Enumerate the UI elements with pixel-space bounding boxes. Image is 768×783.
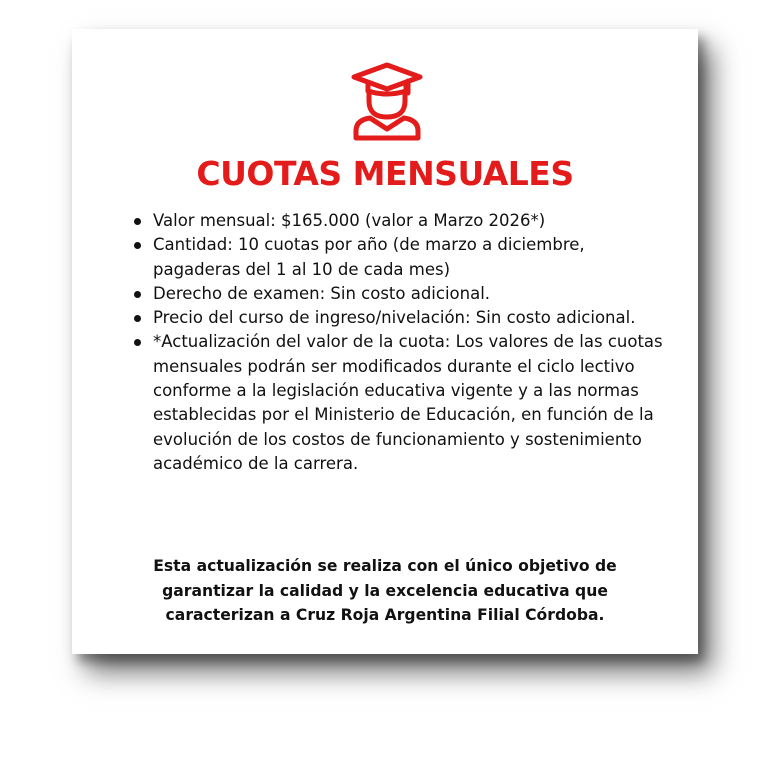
list-item: Cantidad: 10 cuotas por año (de marzo a diciembre, pagaderas del 1 al 10 de cada mes) [153,233,673,282]
page-title: CUOTAS MENSUALES [196,154,574,193]
list-item: Valor mensual: $165.000 (valor a Marzo 2026*) [153,209,673,233]
graduate-icon [350,61,424,141]
fees-list [131,209,673,476]
list-item: *Actualización del valor de la cuota: Los valores de las cuotas mensuales podrán ser modificados durante el ciclo lectivo conforme a la legislación educativa vigente y a las normas establecidas por el Ministerio de Educación, en función de la evolución de los costos de funcionamiento y sostenimiento académico de la carrera. [153,330,673,476]
fees-card [72,29,698,654]
list-item: Derecho de examen: Sin costo adicional. [153,282,673,306]
closing-statement: Esta actualización se realiza con el único objetivo de garantizar la calidad y la excelencia educativa que caracterizan a Cruz Roja Argentina Filial Córdoba. [153,557,617,624]
list-item: Precio del curso de ingreso/nivelación: Sin costo adicional. [153,306,673,330]
